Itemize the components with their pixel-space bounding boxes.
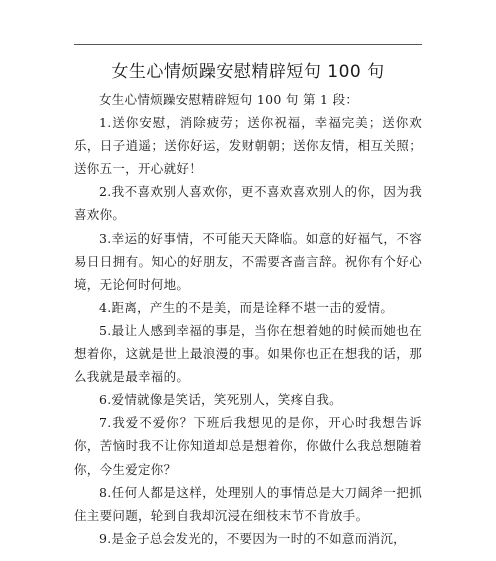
- document-body: [74, 88, 422, 550]
- quote-paragraph-7: 7.我爱不爱你？下班后我想见的是你，开心时我想告诉你，苦恼时我不让你知道却总是想着你，你做什么我总想随着你，今生爱定你？: [74, 415, 422, 477]
- quote-paragraph-2: 2.我不喜欢别人喜欢你，更不喜欢喜欢别人的你，因为我喜欢你。: [74, 184, 422, 223]
- quote-paragraph-9: 9.是金子总会发光的，不要因为一时的不如意而消沉，: [99, 530, 406, 546]
- quote-paragraph-6: 6.爱情就像是笑话，笑死别人，笑疼自我。: [99, 392, 342, 408]
- quote-paragraph-5: 5.最让人感到幸福的事是，当你在想着她的时候而她也在想着你，这就是世上最浪漫的事。如果你也正在想我的话，那么我就是最幸福的。: [74, 322, 422, 385]
- intro-paragraph: 女生心情烦躁安慰精辟短句 100 句 第 1 段：: [99, 92, 359, 107]
- quote-paragraph-3: 3.幸运的好事情，不可能天天降临。如意的好福气，不容易日日拥有。知心的好朋友，不需要吝啬言辞。祝你有个好心境，无论何时何地。: [74, 230, 422, 292]
- quote-paragraph-4: 4.距离，产生的不是美，而是诠释不堪一击的爱情。: [99, 299, 394, 315]
- quote-paragraph-1: 1.送你安慰，消除疲劳；送你祝福，幸福完美；送你欢乐，日子逍遥；送你好运，发财朝朝；送你友情，相互关照；送你五一，开心就好！: [74, 115, 422, 177]
- document-title: 女生心情烦躁安慰精辟短句 100 句: [111, 62, 385, 82]
- quote-paragraph-8: 8.任何人都是这样，处理别人的事情总是大刀阔斧一把抓住主要问题，轮到自我却沉浸在细枝末节不肯放手。: [74, 484, 422, 523]
- header-rule: [74, 44, 422, 45]
